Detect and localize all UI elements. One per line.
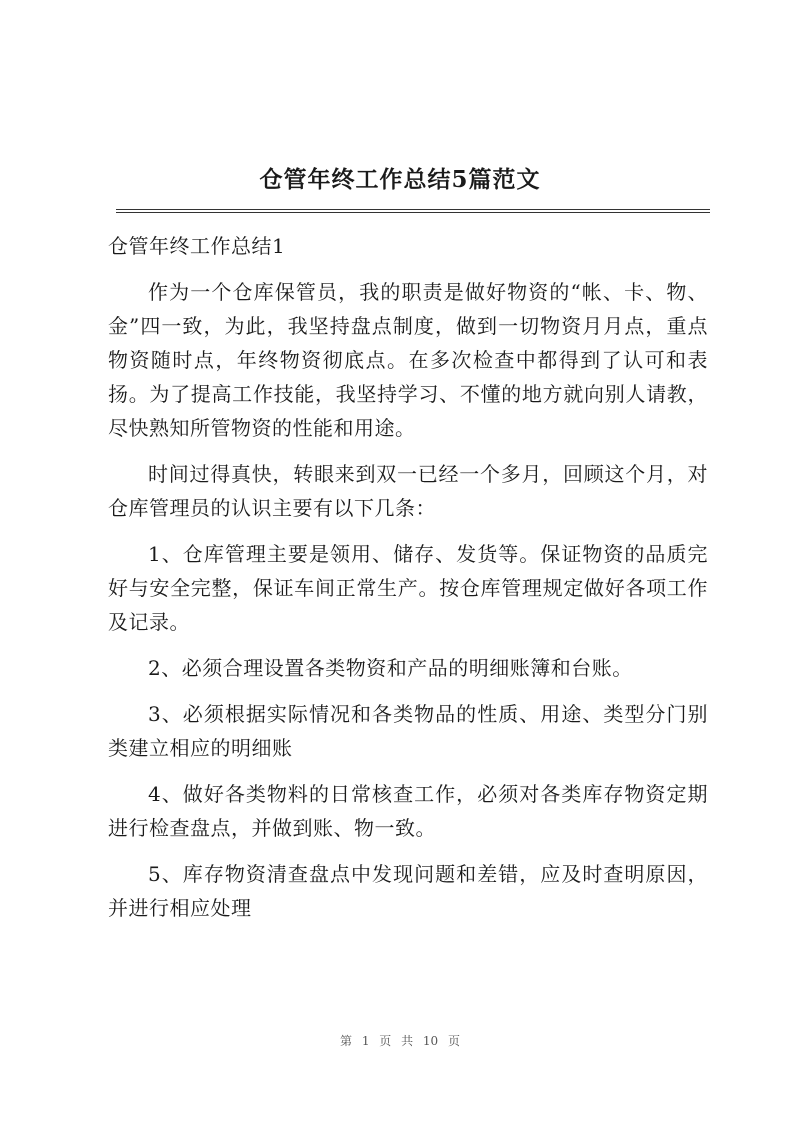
paragraph: 2、必须合理设置各类物资和产品的明细账簿和台账。 [148,656,633,680]
paragraph: 时间过得真快，转眼来到双一已经一个多月，回顾这个月，对仓库管理员的认识主要有以下几条： [108,462,708,520]
paragraph: 作为一个仓库保管员，我的职责是做好物资的“帐、卡、物、金”四一致，为此，我坚持盘点制度，做到一切物资月月点，重点物资随时点，年终物资彻底点。在多次检查中都得到了认可和表扬。为了提高工作技能，我坚持学习、不懂的地方就向别人请教，尽快熟知所管物资的性能和用途。 [108,280,708,440]
paragraph: 3、必须根据实际情况和各类物品的性质、用途、类型分门别类建立相应的明细账 [108,702,708,760]
document-body [108,229,708,937]
section-heading: 仓管年终工作总结1 [108,234,286,258]
paragraph: 1、仓库管理主要是领用、储存、发货等。保证物资的品质完好与安全完整，保证车间正常生产。按仓库管理规定做好各项工作及记录。 [108,542,708,634]
page-title: 仓管年终工作总结5篇范文 [259,166,541,193]
title-divider [116,209,710,213]
paragraph: 5、库存物资清查盘点中发现问题和差错，应及时查明原因，并进行相应处理 [108,862,708,920]
paragraph: 4、做好各类物料的日常核查工作，必须对各类库存物资定期进行检查盘点，并做到账、物一致。 [108,782,708,840]
page-number: 第 1 页 共 10 页 [340,1034,460,1048]
